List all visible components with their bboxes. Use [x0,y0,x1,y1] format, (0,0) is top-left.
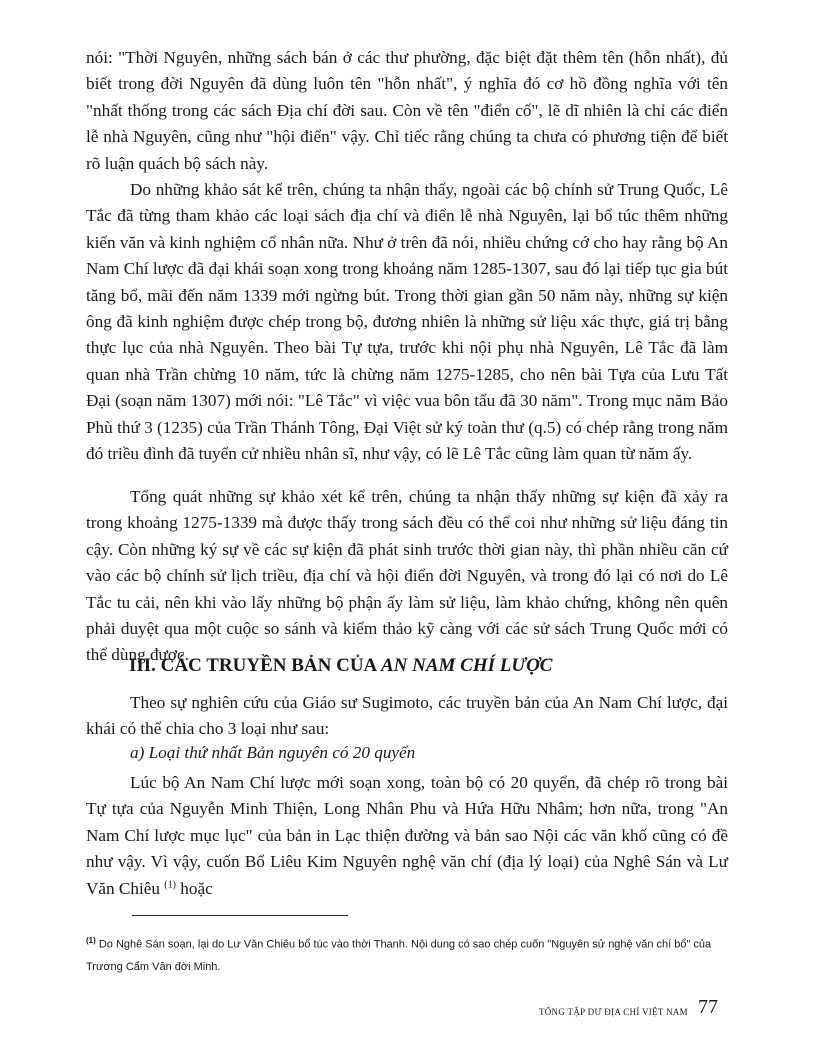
footnote-reference[interactable]: (1) [164,878,176,890]
section-heading [129,655,729,677]
section-heading-plain: III. CÁC TRUYỀN BẢN CỦA [129,655,381,676]
paragraph-le-tac-sources: Do những khảo sát kể trên, chúng ta nhận thấy, ngoài các bộ chính sử Trung Quốc, Lê Tắc đã từng tham khảo các loại sách địa chí và điển lễ nhà Nguyên, lại bổ túc thêm những kiến văn và kinh nghiệm cổ nhân nữa. Như ở trên đã nói, nhiều chứng cớ cho hay rằng bộ An Nam Chí lược đã đại khái soạn xong trong khoảng năm 1285-1307, sau đó lại tiếp tục gia bút tăng bổ, mãi đến năm 1339 mới ngừng bút. Trong thời gian gần 50 năm này, những sự kiện ông đã kinh nghiệm được chép trong bộ, đương nhiên là những sử liệu xác thực, giá trị bằng thực lục của nhà Nguyên. Theo bài Tự tựa, trước khi nội phụ nhà Nguyên, Lê Tắc đã làm quan nhà Trần chừng 10 năm, tức là chừng năm 1275-1285, cho nên bài Tựa của Lưu Tất Đại (soạn năm 1307) mới nói: "Lê Tắc" vì việc vua bôn tẩu đã 30 năm". Trong mục năm Bảo Phù thứ 3 (1235) của Trần Thánh Tông, Đại Việt sử ký toàn thư (q.5) có chép rằng trong năm đó triều đình đã tuyển cử nhiều nhân sĩ, như vậy, có lẽ Lê Tắc cũng làm quan từ năm ấy. [86,180,728,464]
page-number: 77 [698,996,718,1018]
paragraph-original-edition-tail: hoặc [175,878,213,898]
footnote-mark: (1) [86,936,96,945]
footnote [86,930,728,978]
footer-series-title: TỔNG TẬP DƯ ĐỊA CHÍ VIỆT NAM [538,1007,688,1017]
subheading-type-one: a) Loại thứ nhất Bản nguyên có 20 quyển [130,743,416,762]
paragraph-continuation: nói: "Thời Nguyên, những sách bán ở các thư phường, đặc biệt đặt thêm tên (hỗn nhất), đủ biết trong đời Nguyên đã dùng luôn tên "hỗn nhất", ý nghĩa đó cơ hồ đồng nghĩa với tên "nhất thống trong các sách Địa chí đời sau. Còn về tên "điển cố", lẽ dĩ nhiên là chỉ các điển lễ nhà Nguyên, cũng như "hội điển" vậy. Chỉ tiếc rằng chúng ta chưa có phương tiện để biết rõ luận quách bộ sách này. [86,48,728,173]
footnote-text: Do Nghê Sán soạn, lại do Lư Văn Chiêu bổ túc vào thời Thanh. Nội dung có sao chép cuốn "Nguyên sử nghệ văn chí bổ" của Trương Cẩm Văn đời Minh. [86,938,712,973]
page-footer [539,993,718,1019]
section-heading-italic: AN NAM CHÍ LƯỢC [380,655,553,676]
paragraph-original-edition [86,770,728,902]
footnote-divider [132,915,348,916]
paragraph-sugimoto: Theo sự nghiên cứu của Giáo sư Sugimoto, các truyền bản của An Nam Chí lược, đại khái có thể chia cho 3 loại như sau: [86,693,728,739]
paragraph-summary: Tổng quát những sự khảo xét kể trên, chúng ta nhận thấy những sự kiện đã xảy ra trong khoảng 1275-1339 mà được thấy trong sách đều có thể coi như những sử liệu đáng tin cậy. Còn những ký sự về các sự kiện đã phát sinh trước thời gian này, thì phần nhiều căn cứ vào các bộ chính sử lịch triều, địa chí và hội điển đời Nguyên, và trong đó lại có nơi do Lê Tắc tu cải, nên khi vào lấy những bộ phận ấy làm sử liệu, làm khảo chứng, không nên quên phải duyệt qua một cuộc so sánh và kiểm thảo kỹ càng với các sử sách Trung Quốc mới có thể dùng được. [86,487,728,665]
paragraph-original-edition-text: Lúc bộ An Nam Chí lược mới soạn xong, toàn bộ có 20 quyển, đã chép rõ trong bài Tự tựa của Nguyễn Minh Thiện, Long Nhân Phu và Hứa Hữu Nhâm; hơn nữa, trong "An Nam Chí lược mục lục" của bản in Lạc thiện đường và bản sao Nội các văn khố cũng có đề như vậy. Vì vậy, cuốn Bổ Liêu Kim Nguyên nghệ văn chí (địa lý loại) của Nghê Sán và Lư Văn Chiêu [86,773,728,898]
